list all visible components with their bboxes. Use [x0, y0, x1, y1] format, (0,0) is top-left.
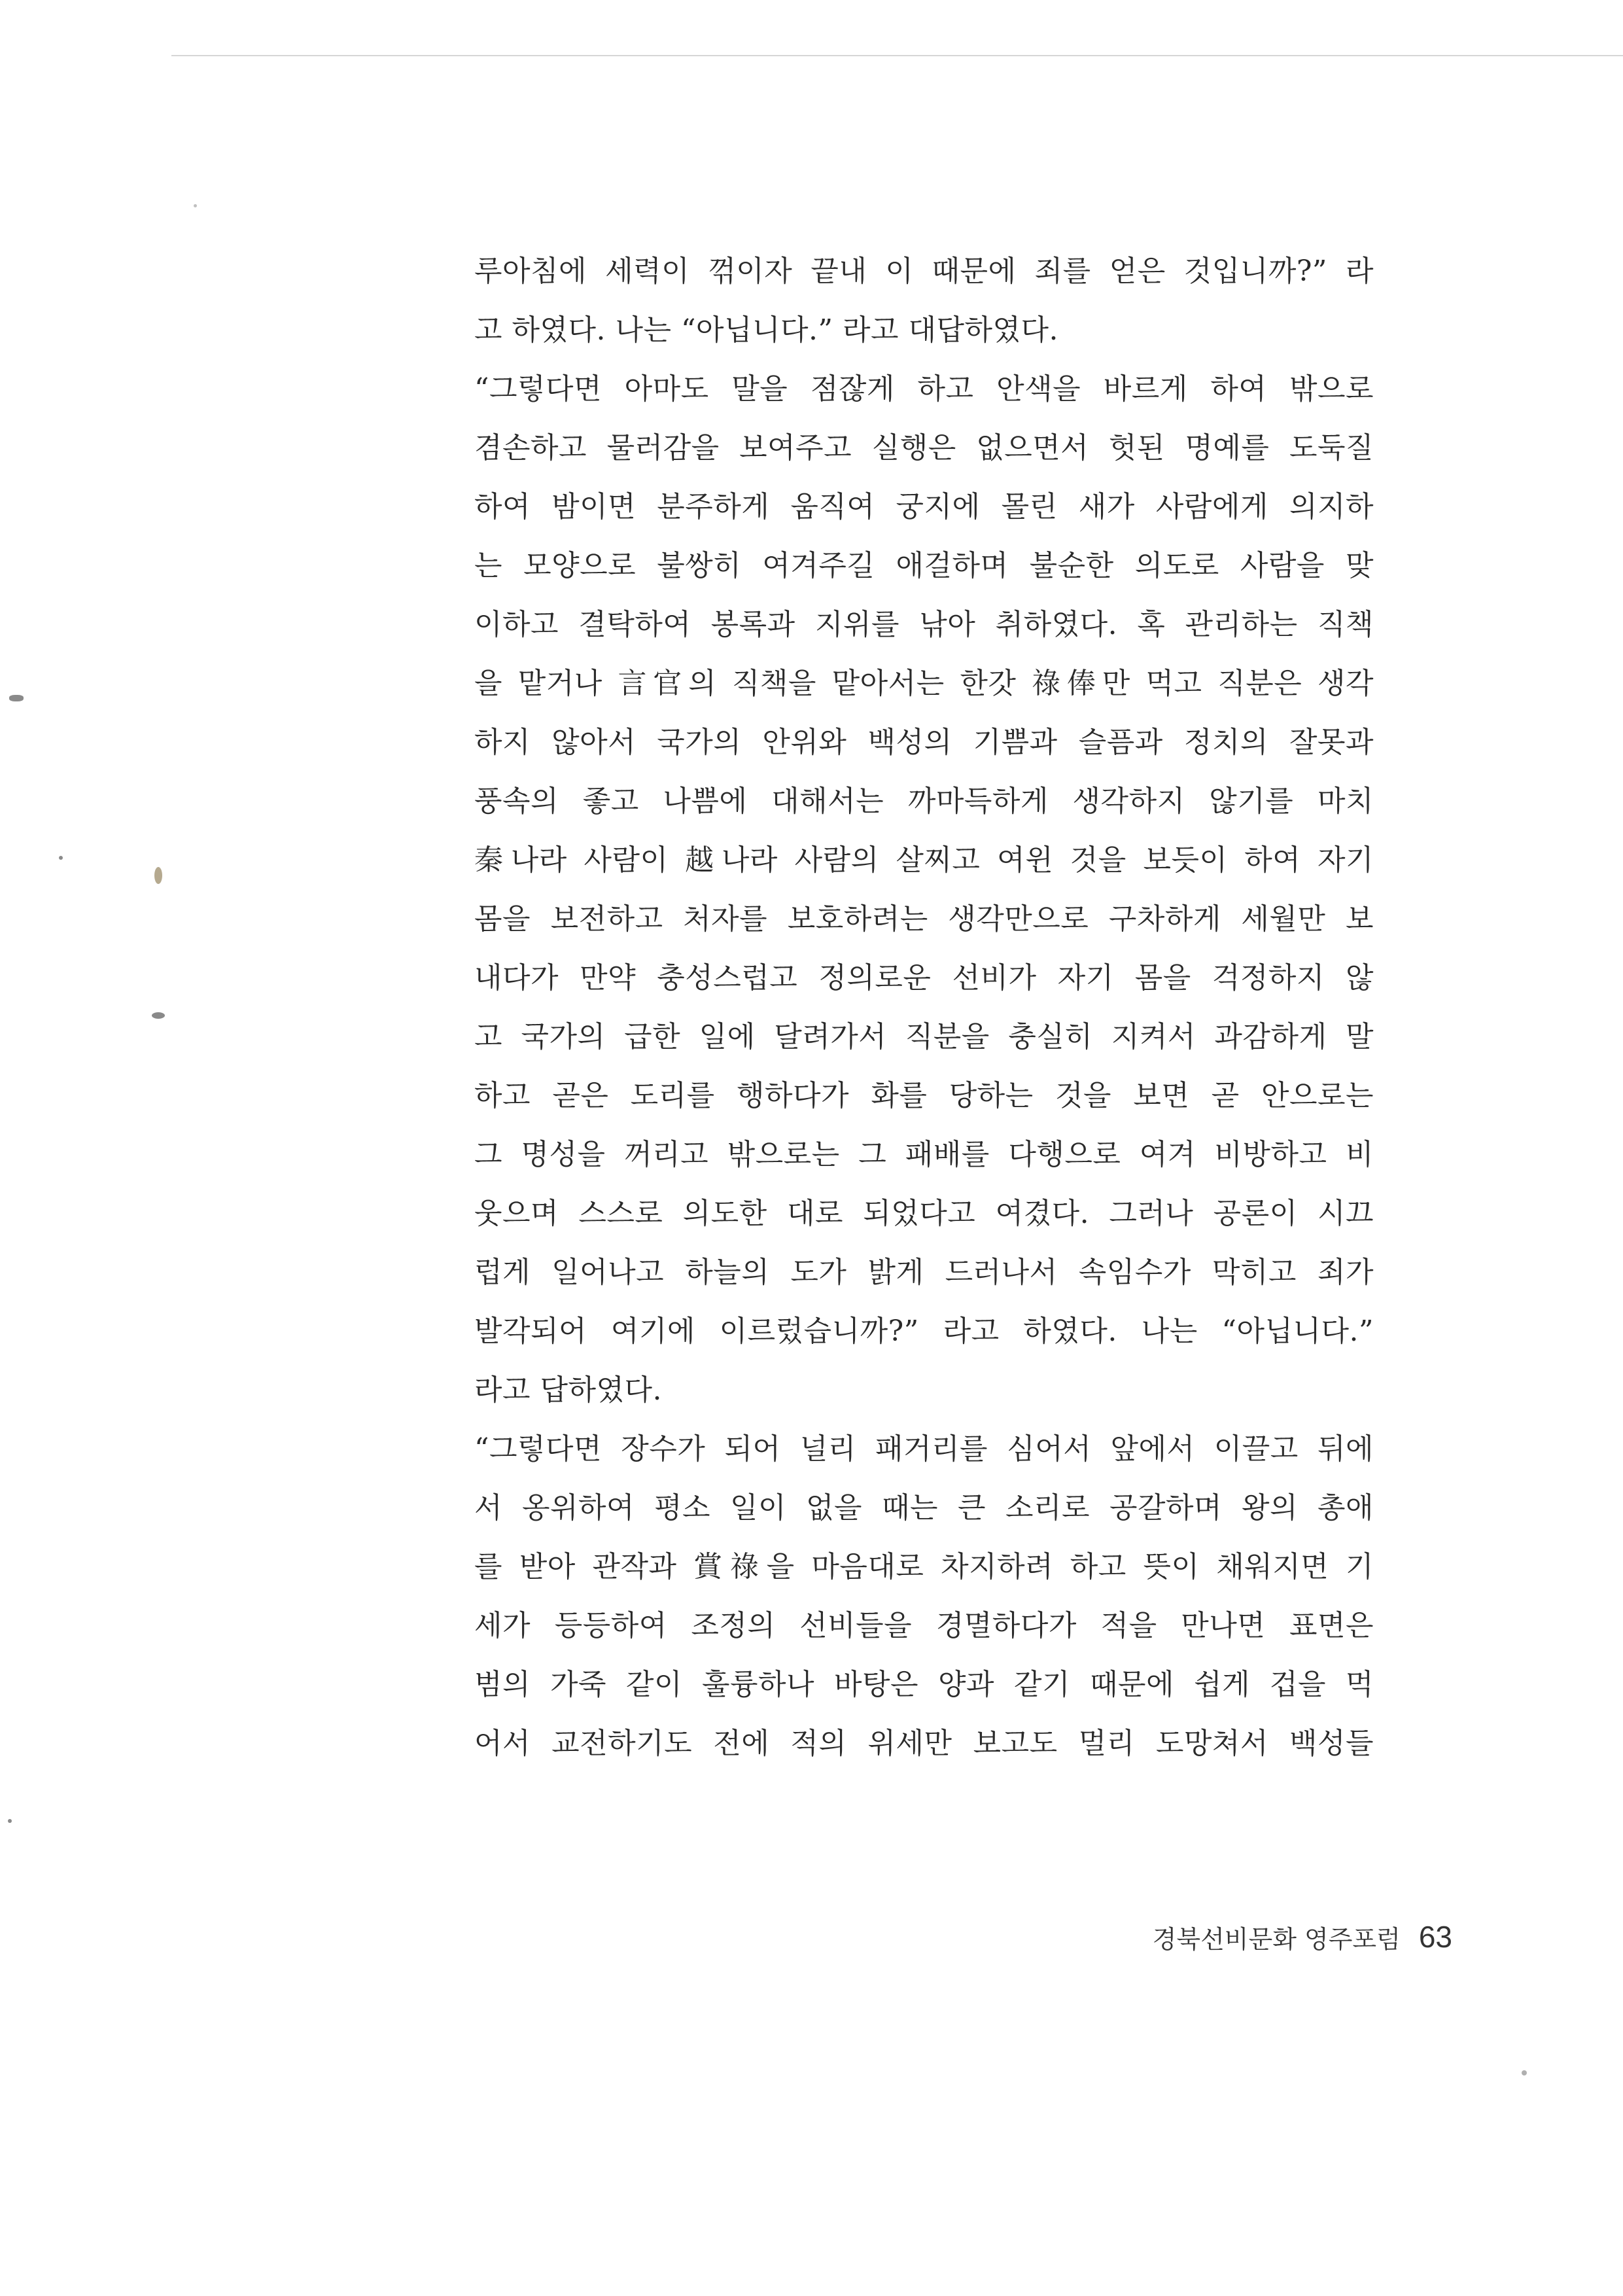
text-line: 세가 등등하여 조정의 선비들을 경멸하다가 적을 만나면 표면은 — [474, 1609, 1374, 1642]
text-line: “그렇다면 장수가 되어 널리 패거리를 심어서 앞에서 이끌고 뒤에 — [474, 1432, 1374, 1466]
scan-speck — [8, 1819, 12, 1823]
text-line: 발각되어 여기에 이르렀습니까?” 라고 하였다. 나는 “아닙니다.” — [474, 1315, 1374, 1348]
text-line: 을 맡거나 言官의 직책을 맡아서는 한갓 祿俸만 먹고 직분은 생각 — [474, 667, 1374, 700]
text-line: 몸을 보전하고 처자를 보호하려는 생각만으로 구차하게 세월만 보 — [474, 902, 1374, 936]
text-line: 하고 곧은 도리를 행하다가 화를 당하는 것을 보면 곧 안으로는 — [474, 1079, 1374, 1112]
text-line: 서 옹위하여 평소 일이 없을 때는 큰 소리로 공갈하며 왕의 총애 — [474, 1491, 1374, 1525]
text-line: 범의 가죽 같이 훌륭하나 바탕은 양과 같기 때문에 쉽게 겁을 먹 — [474, 1668, 1374, 1701]
page-number: 63 — [1418, 1920, 1452, 1954]
text-line: 라고 답하였다. — [474, 1373, 662, 1407]
footer-title: 경북선비문화 영주포럼 — [1152, 1924, 1401, 1954]
page-footer — [1112, 1917, 1452, 1956]
text-line: 루아침에 세력이 꺾이자 끝내 이 때문에 죄를 얻은 것입니까?” 라 — [474, 255, 1374, 288]
scan-speck — [1522, 2070, 1527, 2075]
text-line: 럽게 일어나고 하늘의 도가 밝게 드러나서 속임수가 막히고 죄가 — [474, 1256, 1374, 1289]
text-line: 내다가 만약 충성스럽고 정의로운 선비가 자기 몸을 걱정하지 않 — [474, 961, 1374, 995]
text-line: 웃으며 스스로 의도한 대로 되었다고 여겼다. 그러나 공론이 시끄 — [474, 1197, 1374, 1230]
text-line: 겸손하고 물러감을 보여주고 실행은 없으면서 헛된 명예를 도둑질 — [474, 431, 1374, 465]
text-line: 고 하였다. 나는 “아닙니다.” 라고 대답하였다. — [474, 313, 1058, 347]
text-line: 하지 않아서 국가의 안위와 백성의 기쁨과 슬픔과 정치의 잘못과 — [474, 726, 1374, 759]
text-line: 고 국가의 급한 일에 달려가서 직분을 충실히 지켜서 과감하게 말 — [474, 1020, 1374, 1053]
scan-speck — [59, 856, 63, 860]
scan-speck — [152, 1012, 165, 1019]
text-line: 秦나라 사람이 越나라 사람의 살찌고 여윈 것을 보듯이 하여 자기 — [474, 843, 1374, 877]
top-rule — [171, 55, 1623, 56]
text-line: 풍속의 좋고 나쁨에 대해서는 까마득하게 생각하지 않기를 마치 — [474, 785, 1374, 818]
text-line: 하여 밤이면 분주하게 움직여 궁지에 몰린 새가 사람에게 의지하 — [474, 490, 1374, 523]
text-line: 어서 교전하기도 전에 적의 위세만 보고도 멀리 도망쳐서 백성들 — [474, 1727, 1374, 1760]
text-line: 는 모양으로 불쌍히 여겨주길 애걸하며 불순한 의도로 사람을 맞 — [474, 549, 1374, 582]
body-text — [474, 242, 1374, 1773]
text-line: 이하고 결탁하여 봉록과 지위를 낚아 취하였다. 혹 관리하는 직책 — [474, 608, 1374, 641]
text-line: “그렇다면 아마도 말을 점잖게 하고 안색을 바르게 하여 밖으로 — [474, 372, 1374, 406]
text-line: 를 받아 관작과 賞祿을 마음대로 차지하려 하고 뜻이 채워지면 기 — [474, 1550, 1374, 1583]
scan-speck — [9, 695, 24, 701]
scan-speck — [154, 867, 162, 884]
text-line: 그 명성을 꺼리고 밖으로는 그 패배를 다행으로 여겨 비방하고 비 — [474, 1138, 1374, 1171]
scan-speck — [194, 204, 197, 207]
